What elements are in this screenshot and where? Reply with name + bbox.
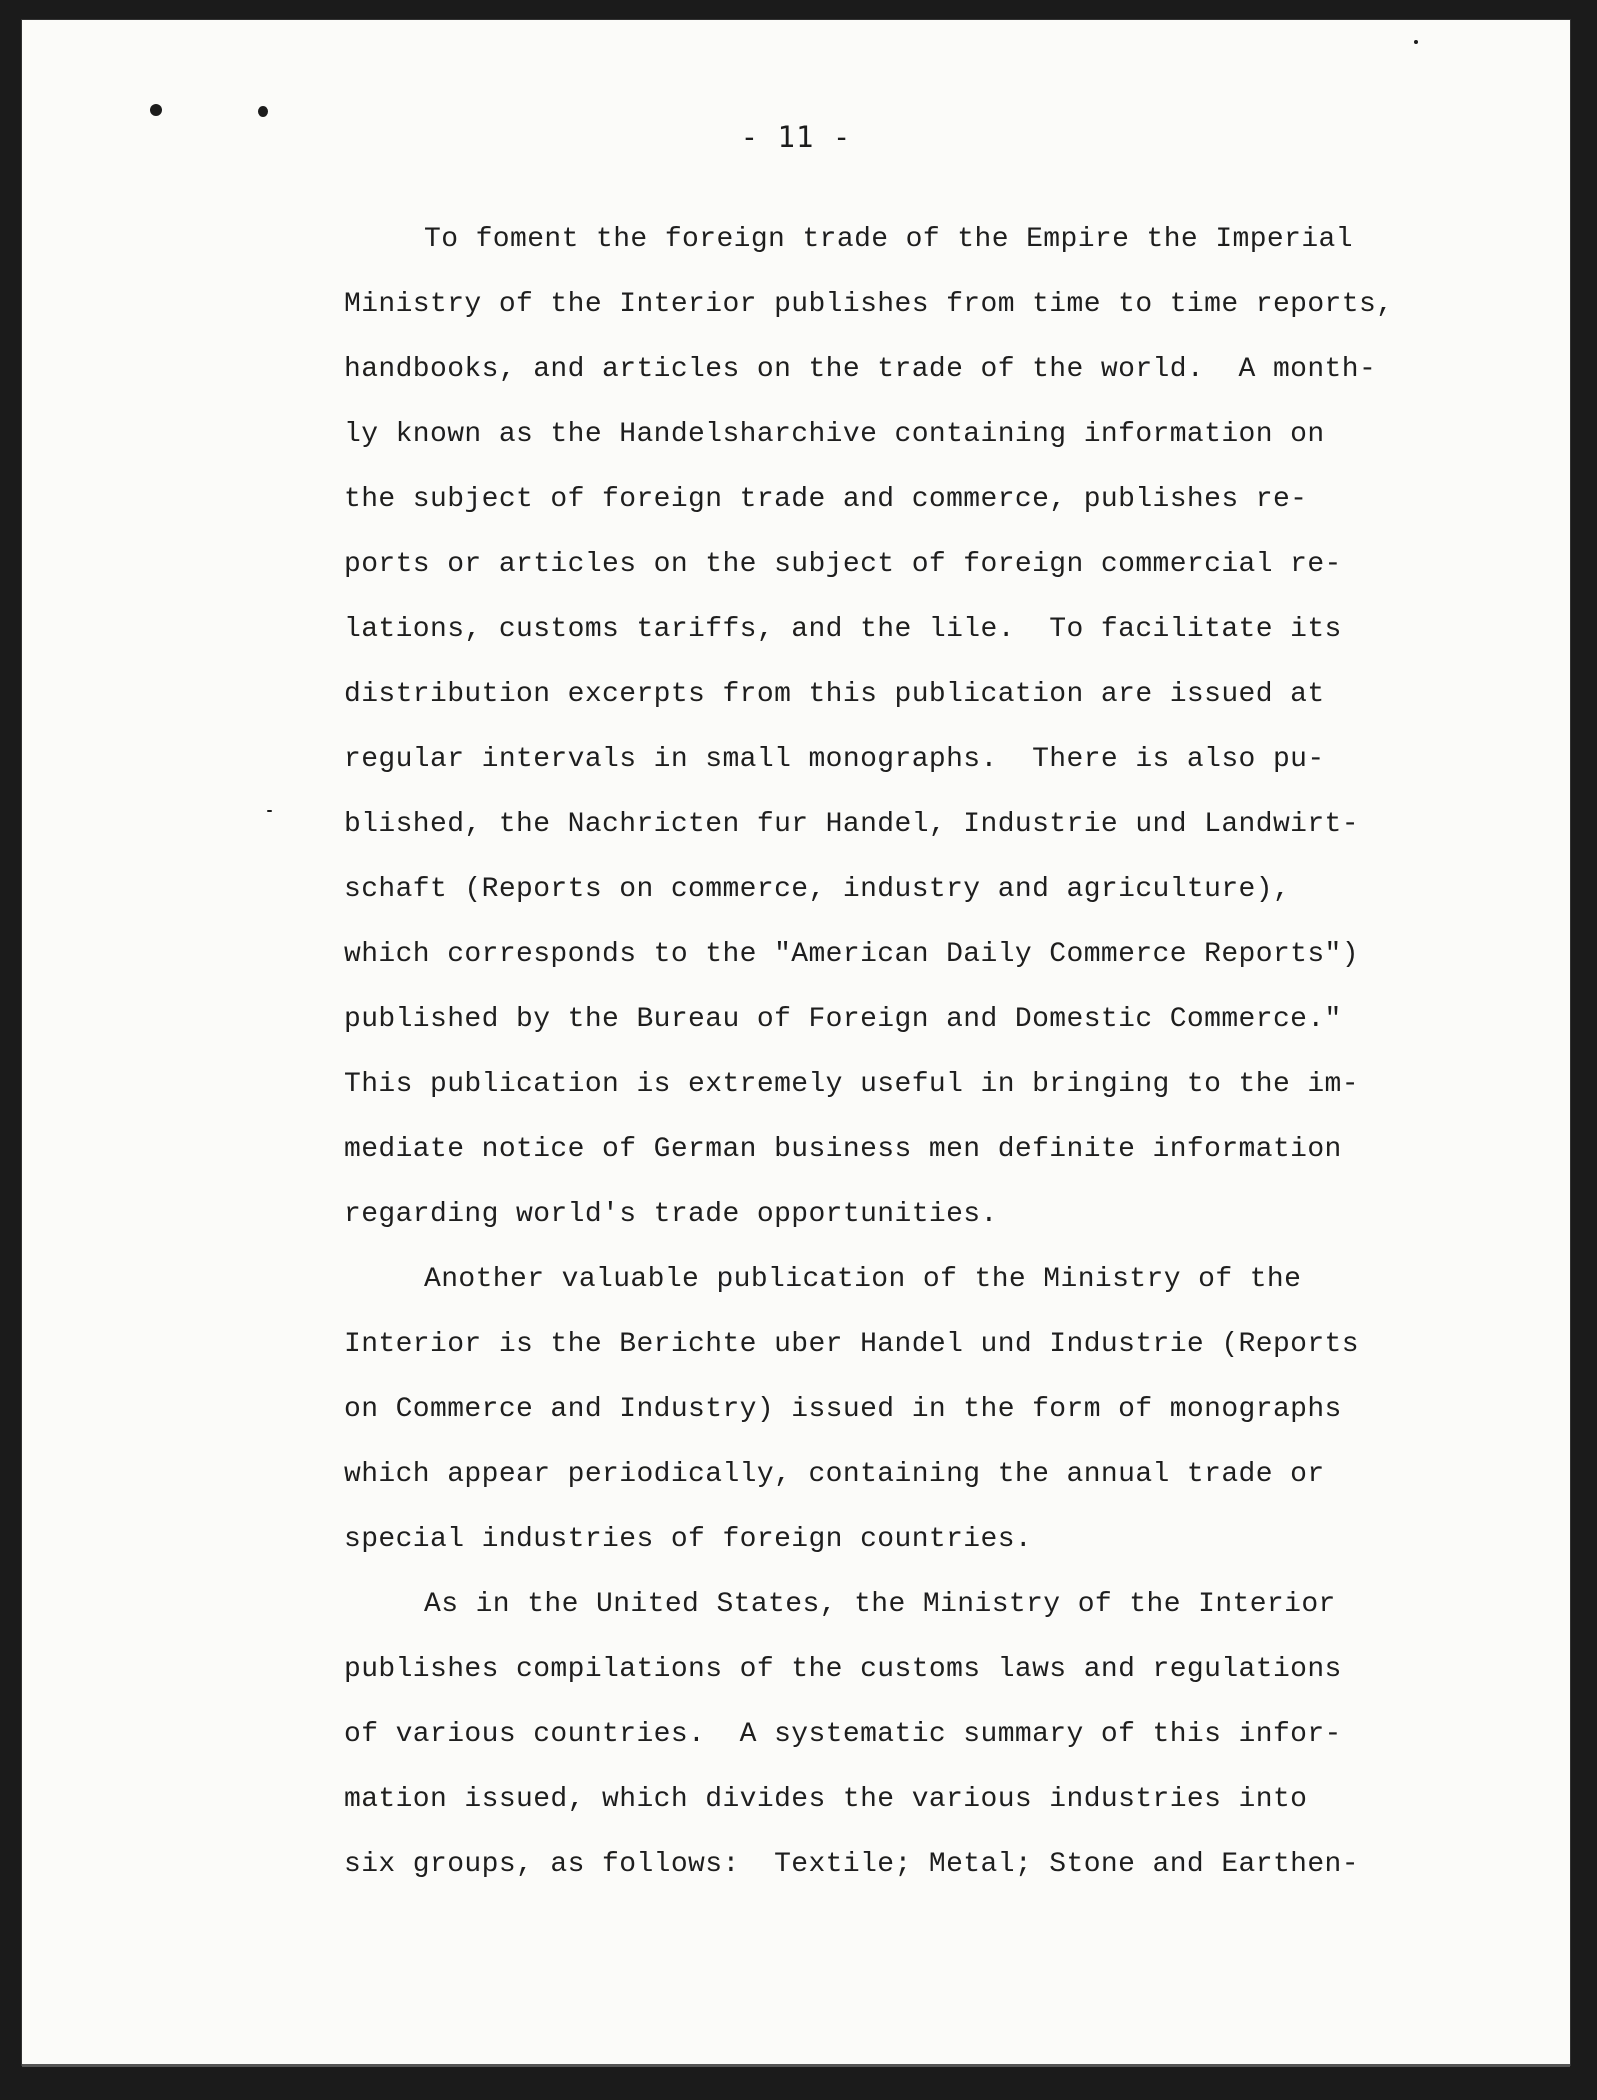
text-line: Another valuable publication of the Ministry of the <box>424 1264 1302 1295</box>
text-line: lations, customs tariffs, and the lile. To facilitate its <box>344 614 1342 645</box>
text-line: blished, the Nachricten fur Handel, Industrie und Landwirt- <box>344 809 1359 840</box>
text-line: mation issued, which divides the various industries into <box>344 1784 1308 1815</box>
text-line: regarding world's trade opportunities. <box>344 1199 998 1230</box>
text-line: published by the Bureau of Foreign and Domestic Commerce." <box>344 1004 1342 1035</box>
text-line: regular intervals in small monographs. There is also pu- <box>344 744 1325 775</box>
text-line: of various countries. A systematic summary of this infor- <box>344 1719 1342 1750</box>
text-line: ly known as the Handelsharchive containing information on <box>344 419 1325 450</box>
text-line: publishes compilations of the customs laws and regulations <box>344 1654 1342 1685</box>
speck <box>267 810 272 812</box>
text-line: handbooks, and articles on the trade of the world. A month- <box>344 354 1377 385</box>
text-line: mediate notice of German business men definite information <box>344 1134 1342 1165</box>
speck <box>1414 40 1418 44</box>
text-line: distribution excerpts from this publication are issued at <box>344 679 1325 710</box>
text-line: To foment the foreign trade of the Empire the Imperial <box>424 224 1353 255</box>
text-line: on Commerce and Industry) issued in the form of monographs <box>344 1394 1342 1425</box>
punch-mark <box>150 104 162 116</box>
body-text <box>344 207 1394 1897</box>
text-line: special industries of foreign countries. <box>344 1524 1033 1555</box>
text-line: schaft (Reports on commerce, industry and agriculture), <box>344 874 1291 905</box>
scan-edge <box>22 2064 1570 2067</box>
text-line: which corresponds to the "American Daily Commerce Reports") <box>344 939 1359 970</box>
text-line: This publication is extremely useful in bringing to the im- <box>344 1069 1359 1100</box>
text-line: six groups, as follows: Textile; Metal; Stone and Earthen- <box>344 1849 1359 1880</box>
document-page <box>22 20 1570 2065</box>
text-line: Ministry of the Interior publishes from time to time reports, <box>344 289 1394 320</box>
text-line: ports or articles on the subject of foreign commercial re- <box>344 549 1342 580</box>
text-line: the subject of foreign trade and commerce, publishes re- <box>344 484 1308 515</box>
punch-mark <box>258 106 268 117</box>
text-line: which appear periodically, containing the annual trade or <box>344 1459 1325 1490</box>
page-number: - 11 - <box>740 120 852 154</box>
text-line: Interior is the Berichte uber Handel und Industrie (Reports <box>344 1329 1359 1360</box>
text-line: As in the United States, the Ministry of the Interior <box>424 1589 1336 1620</box>
